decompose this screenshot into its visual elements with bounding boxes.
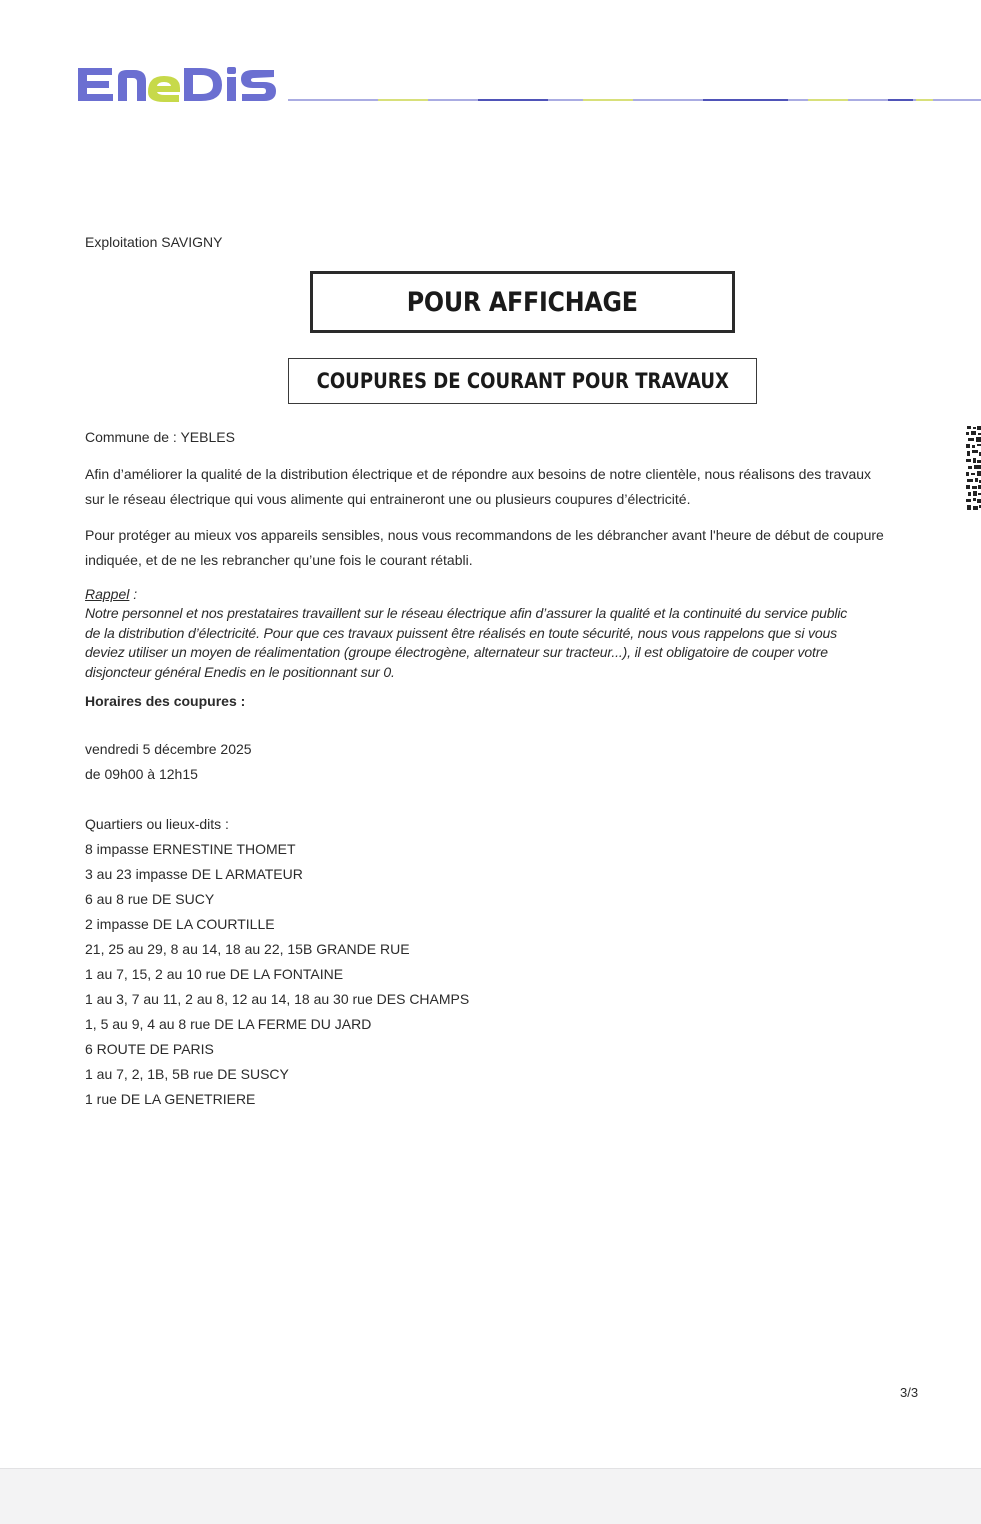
list-item: 6 au 8 rue DE SUCY — [85, 891, 215, 907]
enedis-logo — [74, 58, 278, 108]
rappel-title: Rappel — [85, 586, 130, 602]
cut-date: vendredi 5 décembre 2025 — [85, 741, 252, 757]
coupures-title: COUPURES DE COURANT POUR TRAVAUX — [316, 369, 729, 393]
rappel-line: deviez utiliser un moyen de réalimentation (groupe électrogène, alternateur sur tracteur...), il est obligatoire de couper votre — [85, 644, 828, 660]
list-item: 1 au 7, 2, 1B, 5B rue DE SUSCY — [85, 1066, 289, 1082]
exploitation-label: Exploitation SAVIGNY — [85, 234, 223, 250]
list-item: 1 au 7, 15, 2 au 10 rue DE LA FONTAINE — [85, 966, 344, 982]
barcode-icon — [966, 426, 981, 510]
pour-affichage-box — [310, 271, 735, 333]
list-item: 2 impasse DE LA COURTILLE — [85, 916, 275, 932]
list-item: 1 au 3, 7 au 11, 2 au 8, 12 au 14, 18 au 30 rue DES CHAMPS — [85, 991, 470, 1007]
lieux-list — [85, 837, 469, 1112]
paragraph-qualite — [85, 462, 930, 512]
rappel-line: disjoncteur général Enedis en le positionnant sur 0. — [85, 663, 395, 680]
rappel-line: Notre personnel et nos prestataires travaillent sur le réseau électrique afin d’assurer la qualité et la continuité du service public — [85, 605, 848, 621]
paragraph-line: sur le réseau électrique qui vous alimente qui entraineront une ou plusieurs coupures d’électricité. — [85, 491, 691, 507]
page-number: 3/3 — [900, 1385, 919, 1400]
list-item: 1 rue DE LA GENETRIERE — [85, 1091, 256, 1107]
paragraph-appareils — [85, 523, 930, 573]
coupures-box — [288, 358, 757, 404]
rappel-colon: : — [129, 586, 138, 602]
list-item: 3 au 23 impasse DE L ARMATEUR — [85, 866, 303, 882]
paragraph-line: Afin d’améliorer la qualité de la distribution électrique et de répondre aux besoins de notre clientèle, nous réalisons des travaux — [85, 466, 872, 482]
viewer-bottom-bar — [0, 1468, 981, 1524]
list-item: 8 impasse ERNESTINE THOMET — [85, 841, 296, 857]
quartiers-label: Quartiers ou lieux-dits : — [85, 816, 229, 832]
header-rule — [288, 96, 981, 104]
cut-time-range: de 09h00 à 12h15 — [85, 766, 198, 782]
pour-affichage-title: POUR AFFICHAGE — [407, 286, 638, 318]
horaires-label: Horaires des coupures : — [85, 693, 246, 709]
paragraph-line: Pour protéger au mieux vos appareils sensibles, nous vous recommandons de les débrancher avant l'heure de début de coupure — [85, 527, 884, 543]
commune-label: Commune de : YEBLES — [85, 429, 235, 445]
paragraph-line: indiquée, et de ne les rebrancher qu’une fois le courant rétabli. — [85, 552, 473, 568]
rappel-body — [85, 604, 925, 682]
list-item: 1, 5 au 9, 4 au 8 rue DE LA FERME DU JARD — [85, 1016, 372, 1032]
list-item: 21, 25 au 29, 8 au 14, 18 au 22, 15B GRANDE RUE — [85, 941, 410, 957]
list-item: 6 ROUTE DE PARIS — [85, 1041, 214, 1057]
rappel-line: de la distribution d’électricité. Pour que ces travaux puissent être réalisés en toute sécurité, nous vous rappelons que si vous — [85, 624, 838, 641]
